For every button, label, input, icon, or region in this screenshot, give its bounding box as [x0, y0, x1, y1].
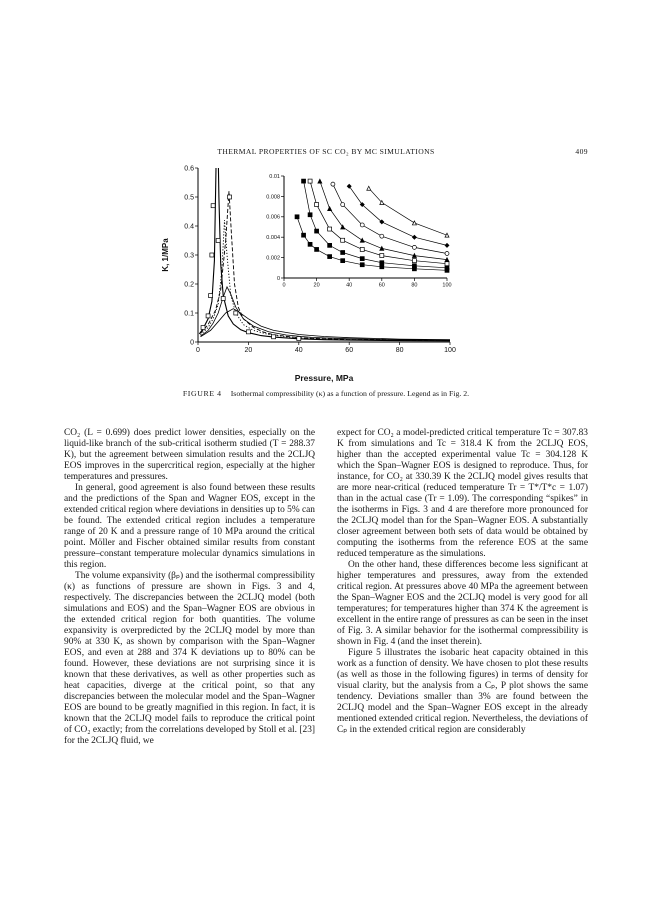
right-column [337, 428, 588, 747]
left-column [64, 428, 315, 747]
svg-text:0.4: 0.4 [184, 223, 194, 231]
svg-text:0.2: 0.2 [184, 281, 194, 289]
svg-text:20: 20 [244, 347, 253, 354]
svg-text:20: 20 [313, 282, 320, 289]
svg-text:60: 60 [345, 347, 354, 354]
svg-text:0: 0 [276, 275, 280, 282]
paragraph: CO₂ (L = 0.699) does predict lower densities, especially on the liquid-like branch of the sub-critical isotherm studied (T = 288.37 K), but the agreement between simulation results and the 2CLJQ EOS improves in the supercritical region, especially at the higher temperatures and pressures. [64, 428, 315, 482]
svg-text:60: 60 [378, 282, 385, 289]
running-title: THERMAL PROPERTIES OF SC CO₂ BY MC SIMULATIONS [217, 147, 435, 156]
svg-text:80: 80 [395, 347, 404, 354]
paragraph: In general, good agreement is also found between these results and the predictions of the Span and Wagner EOS, except in the extended critical region where deviations in densities up to 5% can be found. The extended critical region includes a temperature range of 20 K and a pressure range of 10 MPa around the critical point. Möller and Fischer obtained similar results from constant pressure–constant temperature molecular dynamics simulations in this region. [64, 483, 315, 570]
paragraph: Figure 5 illustrates the isobaric heat capacity obtained in this work as a function of density. We have chosen to plot these results (as well as those in the following figures) in terms of density for visual clarity, but the analysis from a Cₚ, P plot shows the same tendency. Deviations smaller than 3% are found between the 2CLJQ model and the Span–Wagner EOS except in the already mentioned extended critical region. Nevertheless, the deviations of Cₚ in the extended critical region are considerably [337, 648, 588, 735]
svg-text:0: 0 [190, 339, 194, 347]
svg-text:0: 0 [196, 347, 200, 354]
figure-caption-text: Isothermal compressibility (κ) as a function of pressure. Legend as in Fig. 2. [230, 389, 470, 398]
svg-text:40: 40 [294, 347, 303, 354]
x-axis-label: Pressure, MPa [294, 373, 354, 383]
svg-text:0.006: 0.006 [266, 214, 280, 221]
figure-caption [64, 389, 588, 398]
running-head [64, 147, 588, 156]
svg-text:0.004: 0.004 [266, 235, 280, 242]
svg-text:0.002: 0.002 [266, 255, 280, 262]
paragraph: The volume expansivity (βₚ) and the isothermal compressibility (κ) as functions of pressure are shown in Figs. 3 and 4, respectively. The discrepancies between the 2CLJQ model (both simulations and EOS) and the Span–Wagner EOS are obvious in the extended critical region for both quantities. The volume expansivity is overpredicted by the 2CLJQ model by more than 90% at 330 K, as shown by comparison with the Span–Wagner EOS, and even at 288 and 374 K deviations up to 80% can be found. However, these deviations are not surprising since it is known that these derivatives, as well as other properties such as heat capacities, diverge at the critical point, so that any discrepancies between the molecular model and the Span–Wagner EOS are bound to be greatly magnified in this region. In fact, it is known that the 2CLJQ model fails to reproduce the critical point of CO₂ exactly; from the correlations developed by Stoll et al. [23] for the 2CLJQ fluid, we [64, 571, 315, 746]
isothermal-compressibility-chart [158, 160, 468, 372]
y-axis-label: K, 1/MPa [161, 238, 170, 272]
figure-caption-label: FIGURE 4 [182, 389, 222, 398]
svg-text:0.3: 0.3 [184, 252, 194, 260]
svg-text:40: 40 [346, 282, 353, 289]
svg-text:0.008: 0.008 [266, 194, 280, 201]
figure-4 [158, 160, 468, 383]
svg-text:0.6: 0.6 [184, 165, 194, 173]
svg-text:100: 100 [444, 347, 456, 354]
svg-text:80: 80 [411, 282, 418, 289]
svg-text:0: 0 [282, 282, 286, 289]
svg-text:0.1: 0.1 [184, 310, 194, 318]
svg-text:0.5: 0.5 [184, 194, 194, 202]
page-number: 409 [575, 147, 588, 156]
svg-text:100: 100 [442, 282, 452, 289]
svg-text:0.01: 0.01 [269, 173, 280, 180]
paragraph: expect for CO₂ a model-predicted critical temperature Tc = 307.83 K from simulations and Tc = 318.4 K from the 2CLJQ EOS, higher than the accepted experimental value Tc = 304.128 K which the Span–Wagner EOS is designed to reproduce. Thus, for instance, for CO₂ at 330.39 K the 2CLJQ model gives results that are more near-critical (reduced temperature Tr = T*/T*c = 1.07) than in the actual case (Tr = 1.09). The corresponding “spikes” in the isotherms in Figs. 3 and 4 are therefore more pronounced for the 2CLJQ model than for the Span–Wagner EOS. A substantially closer agreement between both sets of data would be obtained by computing the isotherms from the reference EOS at the same reduced temperature as the simulations. [337, 428, 588, 559]
paragraph: On the other hand, these differences become less significant at higher temperatures and pressures, away from the extended critical region. At pressures above 40 MPa the agreement between the Span–Wagner EOS and the 2CLJQ model is very good for all temperatures; for temperatures higher than 374 K the agreement is excellent in the entire range of pressures as can be seen in the inset of Fig. 3. A similar behavior for the isothermal compressibility is shown in Fig. 4 (and the inset therein). [337, 560, 588, 647]
body-text [64, 428, 588, 747]
